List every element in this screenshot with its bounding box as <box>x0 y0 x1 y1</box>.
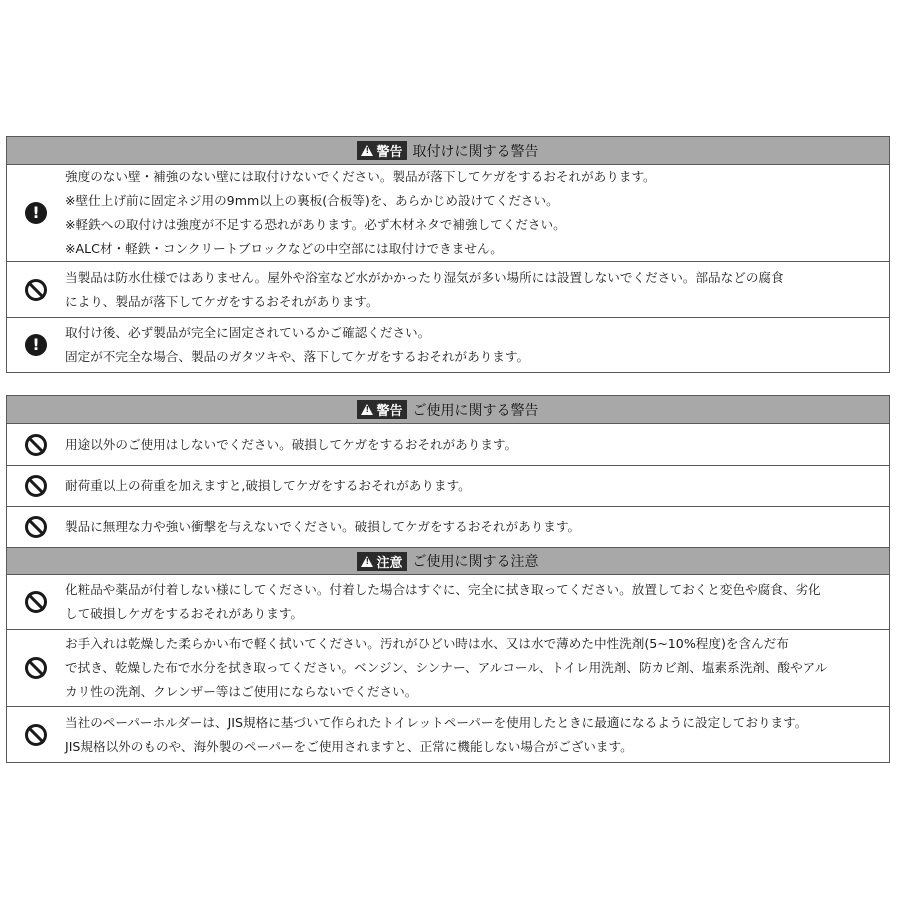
section-title: ご使用に関する注意 <box>412 554 539 570</box>
list-item <box>7 424 889 466</box>
item-text: 当社のペーパーホルダーは、JIS規格に基づいて作られたトイレットペーパーを使用したときに最適になるように設定しております。 <box>65 714 808 730</box>
section-title: ご使用に関する警告 <box>412 402 539 419</box>
installation-warning-table <box>6 136 890 373</box>
item-text: 強度のない壁・補強のない壁には取付けないでください。製品が落下してケガをするおそれがあります。 <box>65 169 656 184</box>
list-item <box>7 507 889 547</box>
item-text: カリ性の洗剤、クレンザー等はご使用にならないでください。 <box>65 684 418 699</box>
list-item <box>7 630 889 707</box>
item-text: 耐荷重以上の荷重を加えますと,破損してケガをするおそれがあります。 <box>65 478 471 493</box>
warning-triangle-icon <box>361 145 373 156</box>
item-text: 化粧品や薬品が付着しない様にしてください。付着した場合はすぐに、完全に拭き取ってください。放置しておくと変色や腐食、劣化 <box>65 582 821 597</box>
warning-badge: ! 警告 <box>357 400 406 419</box>
mandatory-icon: ! <box>25 202 47 224</box>
prohibition-icon <box>25 475 47 497</box>
item-text: 取付け後、必ず製品が完全に固定されているかご確認ください。 <box>65 325 431 340</box>
section-header <box>7 547 889 575</box>
warning-triangle-icon <box>361 404 373 415</box>
caution-badge: ! 注意 <box>357 552 406 571</box>
list-item <box>7 318 889 372</box>
item-text: して破損しケガをするおそれがあります。 <box>65 606 304 621</box>
warning-triangle-icon <box>361 556 373 567</box>
list-item <box>7 262 889 318</box>
item-text: お手入れは乾燥した柔らかい布で軽く拭いてください。汚れがひどい時は水、又は水で薄めた中性洗剤(5~10%程度)を含んだ布 <box>65 636 789 651</box>
prohibition-icon <box>25 516 47 538</box>
usage-warning-table <box>6 395 890 763</box>
prohibition-icon <box>25 657 47 679</box>
item-text: 用途以外のご使用はしないでください。破損してケガをするおそれがあります。 <box>65 436 518 452</box>
list-item <box>7 575 889 630</box>
item-text: JIS規格以外のものや、海外製のペーパーをご使用されますと、正常に機能しない場合がございます。 <box>65 738 633 754</box>
list-item <box>7 165 889 262</box>
item-text: ※壁仕上げ前に固定ネジ用の9mm以上の裏板(合板等)を、あらかじめ設けてください。 <box>65 193 559 208</box>
prohibition-icon <box>25 434 47 456</box>
item-text: ※軽鉄への取付けは強度が不足する恐れがあります。必ず木材ネタで補強してください。 <box>65 217 566 232</box>
item-text: で拭き、乾燥した布で水分を拭き取ってください。ベンジン、シンナー、アルコール、トイレ用洗剤、防カビ剤、塩素系洗剤、酸やアル <box>65 660 828 675</box>
section-title: 取付けに関する警告 <box>412 143 539 160</box>
list-item <box>7 707 889 762</box>
item-text: により、製品が落下してケガをするおそれがあります。 <box>65 293 379 309</box>
item-text: 製品に無理な力や強い衝撃を与えないでください。破損してケガをするおそれがあります。 <box>65 519 581 534</box>
mandatory-icon: ! <box>25 334 47 356</box>
prohibition-icon <box>25 279 47 301</box>
prohibition-icon <box>25 724 47 746</box>
prohibition-icon <box>25 591 47 613</box>
item-text: 当製品は防水仕様ではありません。屋外や浴室など水がかかったり湿気が多い場所には設置しないでください。部品などの腐食 <box>65 269 784 285</box>
item-text: ※ALC材・軽鉄・コンクリートブロックなどの中空部には取付けできません。 <box>65 241 503 256</box>
section-header <box>7 396 889 424</box>
item-text: 固定が不完全な場合、製品のガタツキや、落下してケガをするおそれがあります。 <box>65 349 530 364</box>
list-item <box>7 466 889 507</box>
section-header <box>7 137 889 165</box>
warning-badge: ! 警告 <box>357 141 406 160</box>
